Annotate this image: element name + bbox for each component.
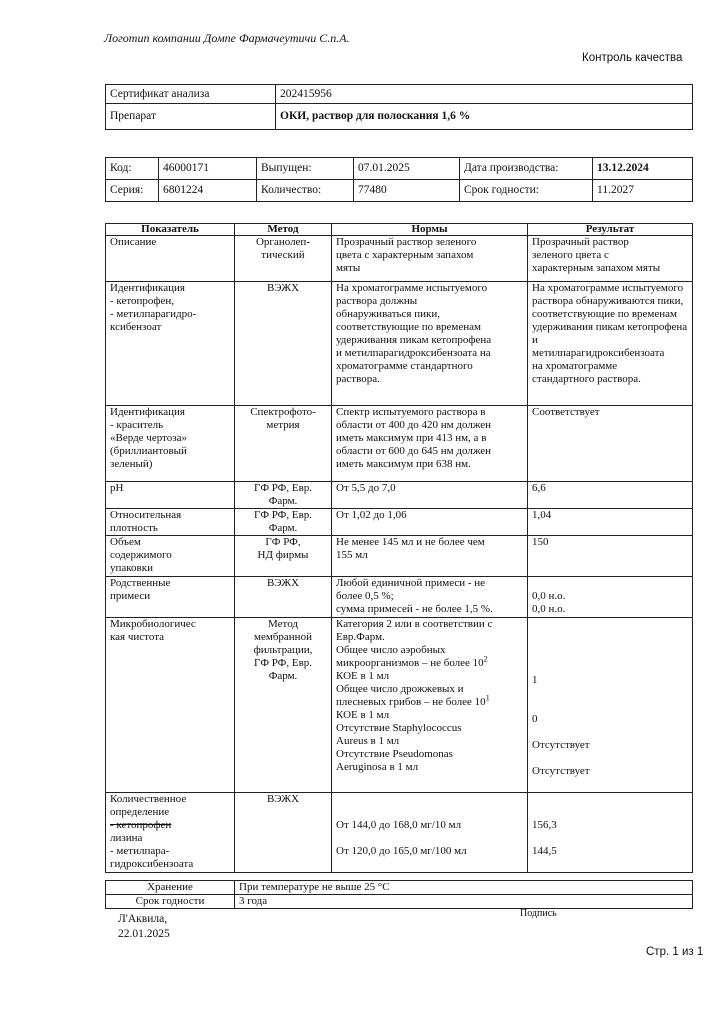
- norm-text: Любой единичной примеси - не: [336, 577, 486, 589]
- method-text: Спектрофото-: [250, 406, 316, 418]
- product-label: Препарат: [106, 104, 276, 130]
- result-text: Отсутствует: [532, 765, 590, 777]
- norm-text: области от 600 до 645 нм должен: [336, 445, 492, 457]
- indicator-text: - кетопрофен: [110, 819, 172, 831]
- result-text: 156,3: [532, 819, 557, 831]
- norm-text: КОЕ в 1 мл: [336, 670, 390, 682]
- issue-place: Л'Аквила,: [118, 913, 168, 925]
- norm-text: КОЕ в 1 мл: [336, 709, 390, 721]
- norm-text: раствора должны: [336, 295, 418, 307]
- norm-text: Общее число дрожжевых и: [336, 683, 464, 695]
- result-text: 6,6: [532, 482, 546, 494]
- method-text: Фарм.: [268, 522, 298, 534]
- indicator-text: плотность: [110, 522, 158, 534]
- result-text: метилпарагидроксибензоата: [532, 347, 665, 359]
- indicator-text: Объем: [110, 536, 141, 548]
- result-text: удерживания пикам кетопрофена и: [532, 321, 688, 346]
- expiry-value: 11.2027: [593, 180, 693, 202]
- result-text: 1,04: [532, 509, 552, 521]
- indicator-text: зеленый): [110, 458, 153, 470]
- result-text: на хроматограмме: [532, 360, 618, 372]
- released-value: 07.01.2025: [354, 158, 460, 180]
- indicator-text: - метилпарагидро-: [110, 308, 197, 320]
- code-value: 46000171: [159, 158, 257, 180]
- certificate-table: [105, 84, 693, 130]
- result-text: соответствующие по временам: [532, 308, 677, 320]
- company-logo-text: Логотип компании Домпе Фармачеутичи С.п.А.: [104, 31, 350, 45]
- method-text: Фарм.: [268, 495, 298, 507]
- norm-text: [336, 654, 523, 670]
- indicator-text: упаковки: [110, 562, 153, 574]
- indicator-text: определение: [110, 806, 170, 818]
- method-text: Фарм.: [268, 670, 298, 682]
- result-text: 0,0 н.о.: [532, 603, 566, 615]
- table-row: [106, 282, 693, 406]
- result-text: характерным запахом мяты: [532, 262, 661, 274]
- norm-text: От 1,02 до 1,06: [336, 509, 407, 521]
- indicator-text: - кетопрофен,: [110, 295, 175, 307]
- norm-text: Aureus в 1 мл: [336, 735, 400, 747]
- norm-text: раствора.: [336, 373, 380, 385]
- header-indicator: Показатель: [106, 224, 235, 236]
- quantity-label: Количество:: [257, 180, 354, 202]
- method-text: фильтрации,: [253, 644, 313, 656]
- norm-exponent: 1: [485, 693, 490, 703]
- norm-text: иметь максимум при 638 нм.: [336, 458, 471, 470]
- result-text: На хроматограмме испытуемого: [532, 282, 684, 294]
- indicator-text: - метилпара-: [110, 845, 170, 857]
- method-text: мембранной: [254, 631, 312, 643]
- norm-text: и метилпарагидроксибензоата на: [336, 347, 491, 359]
- indicator-text: - краситель: [110, 419, 164, 431]
- norm-text: хроматограмме стандартного: [336, 360, 473, 372]
- method-text: НД фирмы: [257, 549, 309, 561]
- norm-text: Aeruginosa в 1 мл: [336, 761, 419, 773]
- indicator-text: Родственные: [110, 577, 171, 589]
- indicator-text: Количественное: [110, 793, 187, 805]
- indicator-text: «Верде чертоза»: [110, 432, 187, 444]
- indicator-text: Микробиологичес: [110, 618, 196, 630]
- table-row: [106, 236, 693, 282]
- table-row: [106, 509, 693, 536]
- norm-text: Прозрачный раствор зеленого: [336, 236, 477, 248]
- norm-exponent: 2: [483, 654, 488, 664]
- method-text: ГФ РФ, Евр.: [253, 657, 313, 669]
- indicator-text: Относительная: [110, 509, 182, 521]
- norm-text: Общее число аэробных: [336, 644, 446, 656]
- table-row: [106, 482, 693, 509]
- indicator-text: Идентификация: [110, 406, 185, 418]
- header-result: Результат: [528, 224, 693, 236]
- department-title: Контроль качества: [582, 52, 683, 64]
- method-text: ГФ РФ, Евр.: [253, 482, 313, 494]
- norm-text: удерживания пикам кетопрофена: [336, 334, 492, 346]
- series-value: 6801224: [159, 180, 257, 202]
- indicator-text: кая чистота: [110, 631, 165, 643]
- header-method: Метод: [235, 224, 332, 236]
- result-text: раствора обнаруживаются пики,: [532, 295, 684, 307]
- norm-text: Не менее 145 мл и не более чем: [336, 536, 485, 548]
- code-label: Код:: [106, 158, 159, 180]
- norm-text: От 120,0 до 165,0 мг/100 мл: [336, 845, 467, 857]
- result-text: 1: [532, 674, 538, 686]
- quantity-value: 77480: [354, 180, 460, 202]
- result-text: 150: [532, 536, 549, 548]
- production-label: Дата производства:: [460, 158, 593, 180]
- result-text: Прозрачный раствор: [532, 236, 629, 248]
- result-text: стандартного раствора.: [532, 373, 641, 385]
- storage-table: [105, 880, 693, 909]
- method-text: Метод: [268, 618, 298, 630]
- storage-value: При температуре не выше 25 °С: [235, 881, 693, 895]
- production-value: 13.12.2024: [593, 158, 693, 180]
- norm-text: цвета с характерным запахом: [336, 249, 474, 261]
- norm-text: От 5,5 до 7,0: [336, 482, 396, 494]
- method-text: ВЭЖХ: [266, 793, 300, 805]
- method-text: Органолеп-: [255, 236, 310, 248]
- indicator-text: pH: [110, 482, 124, 494]
- method-text: тический: [261, 249, 305, 261]
- norm-text-part: плесневых грибов – не более 10: [336, 696, 486, 708]
- table-row: [106, 793, 693, 873]
- result-text: 0: [532, 713, 538, 725]
- issue-place-date: [118, 912, 170, 942]
- table-row: [106, 577, 693, 618]
- table-row: [106, 618, 693, 793]
- shelf-life-value: 3 года: [235, 895, 693, 909]
- certificate-number: 202415956: [276, 85, 693, 104]
- product-name: ОКИ, раствор для полоскания 1,6 %: [276, 104, 693, 130]
- result-text: зеленого цвета с: [532, 249, 609, 261]
- norm-text-part: микроорганизмов – не более 10: [336, 657, 484, 669]
- indicator-text: примеси: [110, 590, 151, 602]
- header-norms: Нормы: [332, 224, 528, 236]
- norm-text: обнаруживаться пики,: [336, 308, 440, 320]
- signature-label: Подпись: [520, 908, 557, 919]
- norm-text: Спектр испытуемого раствора в: [336, 406, 486, 418]
- indicator-text: (бриллиантовый: [110, 445, 187, 457]
- series-label: Серия:: [106, 180, 159, 202]
- norm-text: более 0,5 %;: [336, 590, 394, 602]
- result-text: Отсутствует: [532, 739, 590, 751]
- norm-text: Отсутствие Pseudomonas: [336, 748, 453, 760]
- indicator-text: лизина: [110, 832, 143, 844]
- norm-text: От 144,0 до 168,0 мг/10 мл: [336, 819, 462, 831]
- norm-text: сумма примесей - не более 1,5 %.: [336, 603, 493, 615]
- indicator-text: Описание: [110, 236, 157, 248]
- norm-text: На хроматограмме испытуемого: [336, 282, 488, 294]
- indicator-text: ксибензоат: [110, 321, 162, 333]
- result-text: 144,5: [532, 845, 557, 857]
- norm-text: мяты: [336, 262, 361, 274]
- shelf-life-label: Срок годности: [106, 895, 235, 909]
- norm-text: соответствующие по временам: [336, 321, 481, 333]
- method-text: ГФ РФ, Евр.: [253, 509, 313, 521]
- method-text: ВЭЖХ: [266, 282, 300, 294]
- method-text: ВЭЖХ: [266, 577, 300, 589]
- method-text: метрия: [266, 419, 300, 431]
- batch-table: [105, 157, 693, 202]
- norm-text: Категория 2 или в соответствии с: [336, 618, 493, 630]
- norm-text: иметь максимум при 413 нм, а в: [336, 432, 487, 444]
- certificate-label: Сертификат анализа: [106, 85, 276, 104]
- method-text: ГФ РФ,: [265, 536, 301, 548]
- norm-text: [336, 693, 523, 709]
- norm-text: области от 400 до 420 нм должен: [336, 419, 492, 431]
- storage-label: Хранение: [106, 881, 235, 895]
- norm-text: 155 мл: [336, 549, 368, 561]
- page-number: Стр. 1 из 1: [646, 946, 704, 958]
- table-row: [106, 406, 693, 482]
- results-table: [105, 223, 693, 873]
- released-label: Выпущен:: [257, 158, 354, 180]
- result-text: Соответствует: [532, 406, 600, 418]
- norm-text: Отсутствие Staphylococcus: [336, 722, 462, 734]
- indicator-text: гидроксибензоата: [110, 858, 194, 870]
- result-text: 0,0 н.о.: [532, 590, 566, 602]
- table-row: [106, 536, 693, 577]
- norm-text: Евр.Фарм.: [336, 631, 385, 643]
- expiry-label: Срок годности:: [460, 180, 593, 202]
- indicator-text: содержимого: [110, 549, 172, 561]
- indicator-text: Идентификация: [110, 282, 185, 294]
- issue-date: 22.01.2025: [118, 928, 170, 940]
